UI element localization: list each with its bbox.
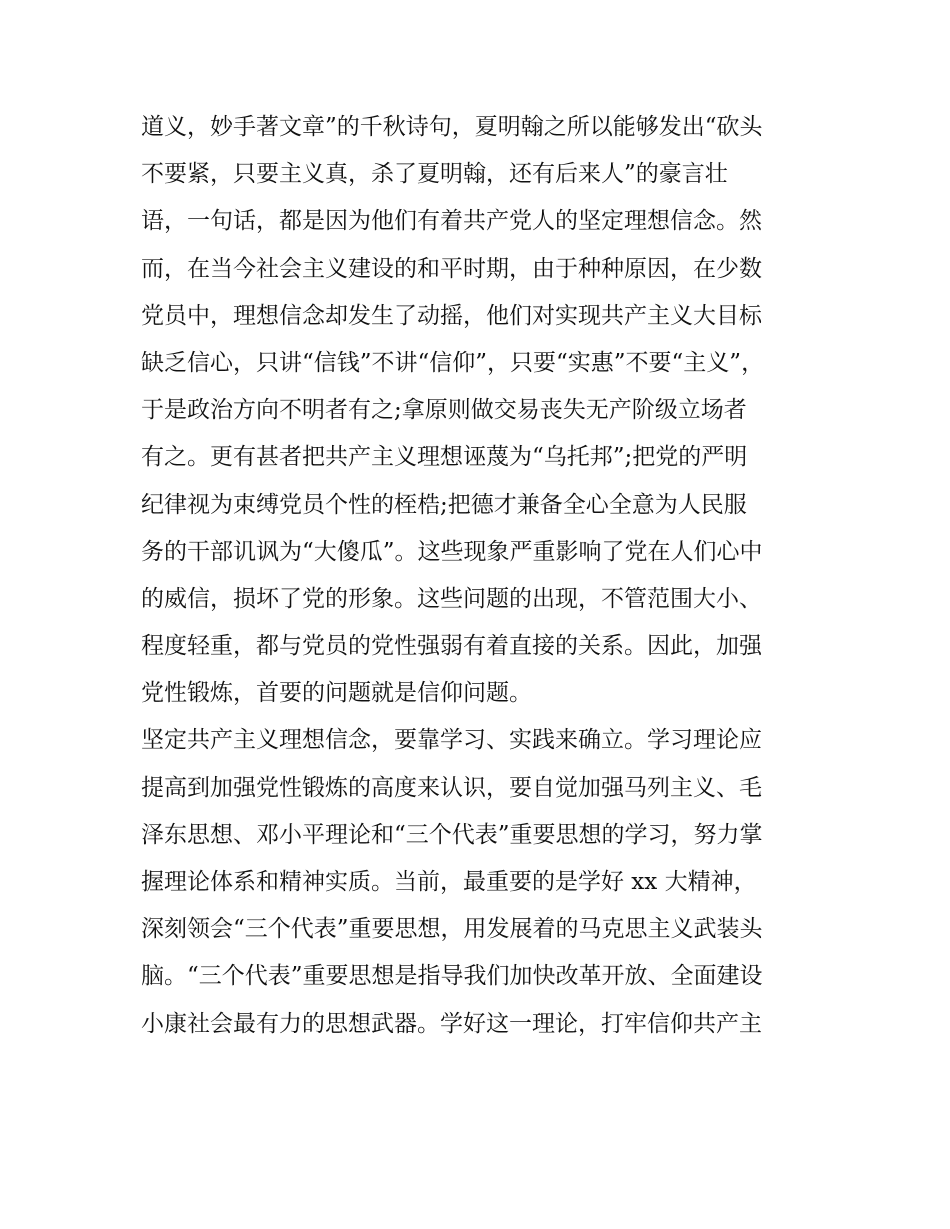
document-body	[141, 104, 821, 1048]
text-line: 握理论体系和精神实质。当前，最重要的是学好 xx 大精神，	[141, 869, 757, 895]
text-line: 纪律视为束缚党员个性的桎梏;把德才兼备全心全意为人民服	[141, 491, 747, 518]
text-line: 程度轻重，都与党员的党性强弱有着直接的关系。因此，加强	[141, 633, 762, 660]
text-line: 务的干部讥讽为“大傻瓜”。这些现象严重影响了党在人们心中	[141, 538, 763, 565]
text-line: 党员中，理想信念却发生了动摇，他们对实现共产主义大目标	[141, 302, 762, 329]
text-line: 而，在当今社会主义建设的和平时期，由于种种原因，在少数	[141, 255, 762, 282]
text-line: 缺乏信心，只讲“信钱”不讲“信仰”，只要“实惠”不要“主义”，	[141, 349, 765, 376]
text-line: 不要紧，只要主义真，杀了夏明翰，还有后来人”的豪言壮	[141, 161, 728, 188]
text-line: 提高到加强党性锻炼的高度来认识，要自觉加强马列主义、毛	[141, 774, 762, 801]
text-line: 道义，妙手著文章”的千秋诗句，夏明翰之所以能够发出“砍头	[141, 114, 763, 140]
text-line: 脑。“三个代表”重要思想是指导我们加快改革开放、全面建设	[141, 963, 763, 990]
text-line: 坚定共产主义理想信念，要靠学习、实践来确立。学习理论应	[141, 727, 762, 754]
text-line: 小康社会最有力的思想武器。学好这一理论，打牢信仰共产主	[141, 1010, 762, 1037]
text-line: 于是政治方向不明者有之;拿原则做交易丧失无产阶级立场者	[141, 397, 747, 424]
text-line: 语，一句话，都是因为他们有着共产党人的坚定理想信念。然	[141, 208, 762, 235]
text-line: 的威信，损坏了党的形象。这些问题的出现，不管范围大小、	[141, 585, 762, 612]
text-line: 有之。更有甚者把共产主义理想诬蔑为“乌托邦”;把党的严明	[141, 444, 748, 471]
text-line: 深刻领会“三个代表”重要思想，用发展着的马克思主义武装头	[141, 916, 763, 943]
text-line: 泽东思想、邓小平理论和“三个代表”重要思想的学习，努力掌	[141, 821, 763, 848]
text-line: 党性锻炼，首要的问题就是信仰问题。	[141, 680, 532, 707]
